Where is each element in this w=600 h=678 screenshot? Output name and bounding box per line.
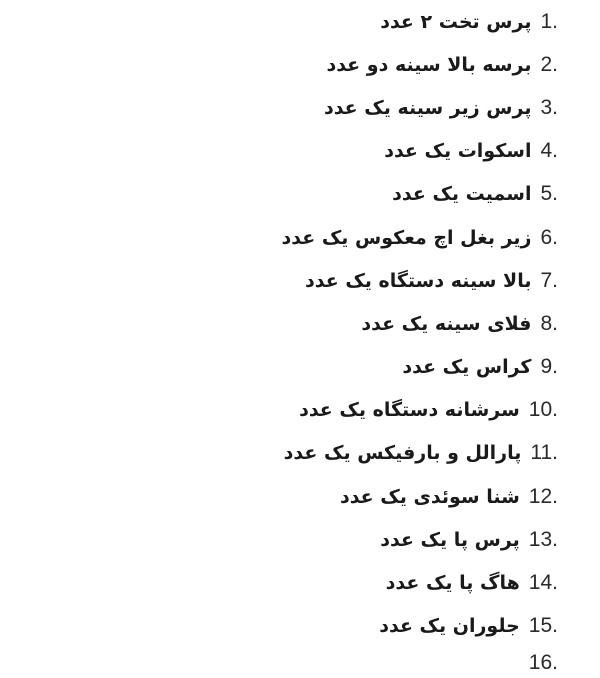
list-item-number: 6. — [540, 225, 558, 249]
list-item — [282, 43, 558, 86]
list-item-number: 5. — [540, 182, 558, 206]
list-item — [282, 389, 558, 432]
list-item — [282, 130, 558, 173]
list-item-number: 1. — [540, 9, 558, 33]
list-item-text: فلای سینه یک عدد — [361, 312, 532, 335]
list-item-text: کراس یک عدد — [402, 356, 532, 379]
list-item — [282, 561, 558, 604]
list-item-number: 13. — [528, 527, 558, 551]
list-item — [282, 346, 558, 389]
list-item — [282, 0, 558, 43]
list-item — [282, 518, 558, 561]
list-item-text: بالا سینه دستگاه یک عدد — [305, 269, 532, 292]
list-item-text: زیر بغل اچ معکوس یک عدد — [281, 226, 532, 249]
list-item-number: 12. — [528, 484, 558, 508]
list-item-text: پارالل و بارفیکس یک عدد — [283, 442, 522, 465]
list-item-text: پرس تخت ۲ عدد — [380, 10, 532, 33]
list-item-text: اسکوات یک عدد — [384, 140, 532, 163]
list-item — [282, 259, 558, 302]
list-item-text: پرس پا یک عدد — [380, 528, 520, 551]
list-item-number: 2. — [540, 52, 558, 76]
list-item — [282, 216, 558, 259]
list-item — [282, 86, 558, 129]
list-item-number: 8. — [540, 311, 558, 335]
list-item-number: 9. — [540, 355, 558, 379]
list-item-text: شنا سوئدی یک عدد — [339, 485, 520, 508]
list-item-text: اسمیت یک عدد — [392, 183, 532, 206]
list-item-number: 3. — [540, 95, 558, 119]
list-item-text: برسه بالا سینه دو عدد — [326, 53, 532, 76]
list-item — [282, 302, 558, 345]
list-item — [282, 475, 558, 518]
list-item-text: جلوران یک عدد — [379, 615, 520, 638]
list-item — [282, 173, 558, 216]
list-item — [282, 605, 558, 648]
list-item-text: هاگ پا یک عدد — [385, 572, 520, 595]
list-item-number: 11. — [530, 441, 558, 465]
list-item-number: 15. — [528, 614, 558, 638]
list-item-number: 14. — [528, 571, 558, 595]
list-item-number: 4. — [540, 139, 558, 163]
list-item-text: پرس زیر سینه یک عدد — [323, 96, 532, 119]
list-item-number: 10. — [528, 398, 558, 422]
equipment-list — [282, 0, 558, 678]
list-item-number: 16. — [528, 650, 558, 674]
list-item — [282, 432, 558, 475]
list-item-text: سرشانه دستگاه یک عدد — [299, 399, 520, 422]
list-item — [282, 648, 558, 678]
list-item-number: 7. — [540, 268, 558, 292]
